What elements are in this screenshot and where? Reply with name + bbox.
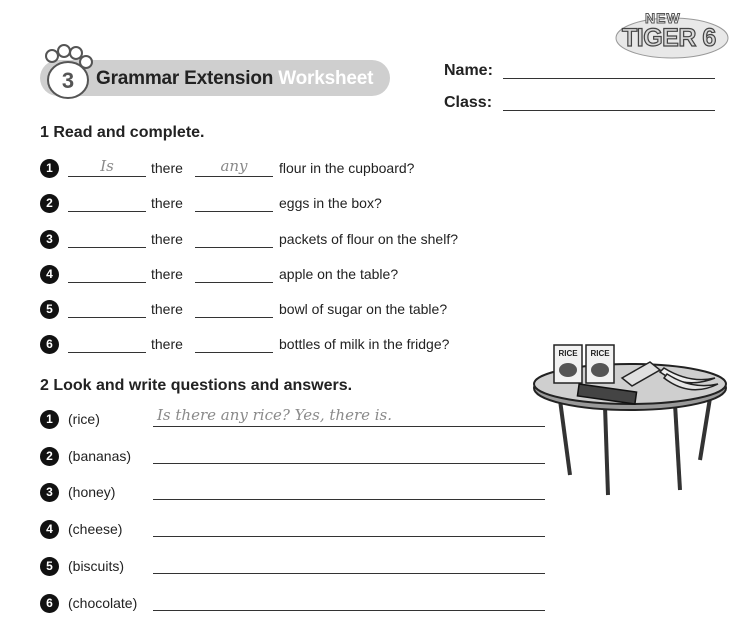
question-text: flour in the cupboard? bbox=[279, 160, 415, 176]
blank-input-2[interactable] bbox=[195, 226, 273, 248]
table-leg bbox=[700, 398, 710, 460]
question-word: there bbox=[151, 336, 183, 352]
blank-input-2[interactable] bbox=[195, 261, 273, 283]
item-number: 5 bbox=[40, 557, 59, 576]
table-leg bbox=[605, 406, 608, 495]
answer-input[interactable]: Is there any rice? Yes, there is. bbox=[153, 405, 545, 427]
question-word: there bbox=[151, 266, 183, 282]
brand-name: TIGER 6 bbox=[622, 24, 716, 52]
blank-input-2[interactable]: any bbox=[195, 155, 273, 177]
section2-title: 2 Look and write questions and answers. bbox=[40, 377, 353, 394]
svg-text:RICE: RICE bbox=[590, 349, 610, 358]
question-number: 6 bbox=[40, 335, 59, 354]
question-text: apple on the table? bbox=[279, 266, 399, 282]
blank-input-1[interactable] bbox=[68, 296, 146, 318]
rice-box-icon bbox=[586, 345, 614, 383]
item-number: 2 bbox=[40, 447, 59, 466]
class-label: Class: bbox=[444, 94, 493, 111]
answer-input[interactable] bbox=[153, 515, 545, 537]
answer-input[interactable] bbox=[153, 552, 545, 574]
title-accent: Worksheet bbox=[278, 68, 374, 89]
item-cue: (chocolate) bbox=[68, 595, 138, 611]
question-word: there bbox=[151, 195, 183, 211]
item-number: 6 bbox=[40, 594, 59, 613]
question-number: 2 bbox=[40, 194, 59, 213]
rice-box-icon bbox=[554, 345, 582, 383]
brand-new-label: NEW bbox=[645, 10, 681, 26]
name-label: Name: bbox=[444, 62, 493, 79]
paw-icon bbox=[38, 44, 102, 100]
section1-title: 1 Read and complete. bbox=[40, 124, 205, 141]
unit-number: 3 bbox=[61, 68, 75, 93]
question-text: bowl of sugar on the table? bbox=[279, 301, 448, 317]
blank-input-2[interactable] bbox=[195, 190, 273, 212]
answer-input[interactable] bbox=[153, 442, 545, 464]
title-main: Grammar Extension bbox=[96, 68, 274, 89]
table-illustration bbox=[530, 340, 730, 500]
answer-input[interactable] bbox=[153, 478, 545, 500]
blank-input-1[interactable] bbox=[68, 261, 146, 283]
blank-input-1[interactable] bbox=[68, 226, 146, 248]
item-cue: (biscuits) bbox=[68, 558, 125, 574]
item-number: 3 bbox=[40, 483, 59, 502]
svg-text:RICE: RICE bbox=[558, 349, 578, 358]
answer-input[interactable] bbox=[153, 589, 545, 611]
blank-input-2[interactable] bbox=[195, 296, 273, 318]
question-text: packets of flour on the shelf? bbox=[279, 231, 458, 247]
item-cue: (honey) bbox=[68, 484, 116, 500]
name-field[interactable] bbox=[503, 78, 715, 79]
item-cue: (bananas) bbox=[68, 448, 132, 464]
item-cue: (rice) bbox=[68, 411, 100, 427]
class-field[interactable] bbox=[503, 110, 715, 111]
question-number: 3 bbox=[40, 230, 59, 249]
item-cue: (cheese) bbox=[68, 521, 123, 537]
table-leg bbox=[675, 404, 680, 490]
worksheet-title bbox=[96, 68, 373, 90]
question-number: 1 bbox=[40, 159, 59, 178]
item-number: 4 bbox=[40, 520, 59, 539]
blank-input-2[interactable] bbox=[195, 331, 273, 353]
blank-input-1[interactable]: Is bbox=[68, 155, 146, 177]
question-number: 5 bbox=[40, 300, 59, 319]
question-word: there bbox=[151, 301, 183, 317]
question-text: eggs in the box? bbox=[279, 195, 382, 211]
blank-input-1[interactable] bbox=[68, 190, 146, 212]
question-word: there bbox=[151, 160, 183, 176]
table-leg bbox=[560, 400, 570, 475]
question-number: 4 bbox=[40, 265, 59, 284]
question-word: there bbox=[151, 231, 183, 247]
item-number: 1 bbox=[40, 410, 59, 429]
question-text: bottles of milk in the fridge? bbox=[279, 336, 450, 352]
blank-input-1[interactable] bbox=[68, 331, 146, 353]
